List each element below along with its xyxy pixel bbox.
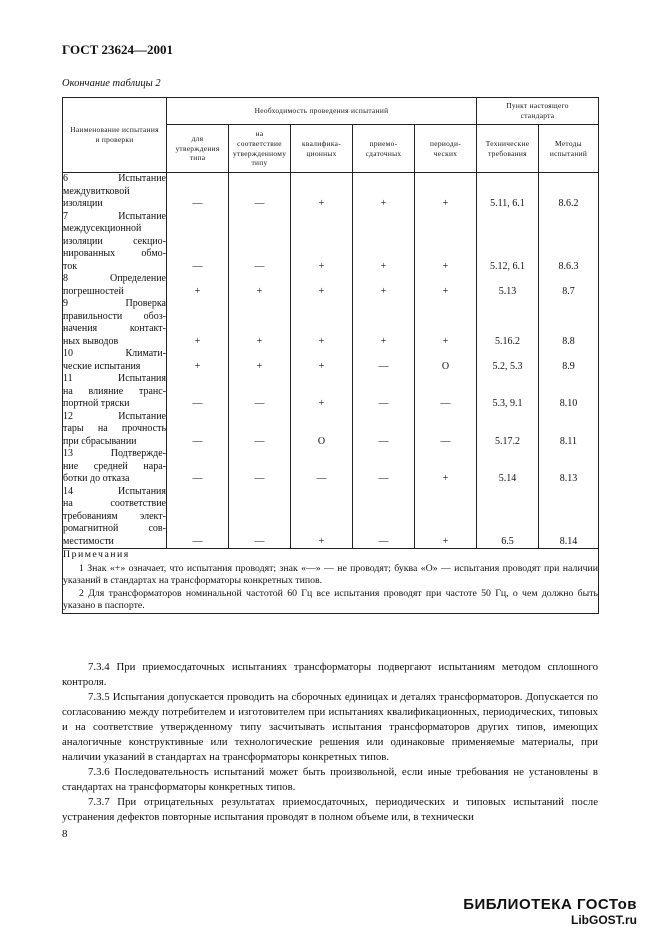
page-number: 8 <box>62 828 68 840</box>
test-name-line: междусекционной <box>63 223 142 234</box>
test-name-line: ток <box>63 260 78 272</box>
cell-qualification: + <box>291 173 353 211</box>
notes-title: Примечания <box>63 549 130 560</box>
cell-acceptance: — <box>353 373 415 411</box>
test-name-line: 7 Испытание <box>63 210 166 222</box>
test-name-line: на соответствие <box>63 498 166 509</box>
note-item: 2 Для трансформаторов номинальной частотой 60 Гц все испытания проводят при частоте 50 Гц, о чем должно быть указано в паспорте. <box>63 587 598 612</box>
table-row <box>63 173 599 211</box>
cell-approval: + <box>167 273 229 298</box>
test-name-line: 8 Определение <box>63 273 166 284</box>
table-row <box>63 298 599 348</box>
test-name-line: 9 Проверка <box>63 298 166 309</box>
body-paragraph: 7.3.6 Последовательность испытаний может быть произвольной, если иные требования не установлены в стандартах на трансформаторы конкретных типов. <box>62 766 598 793</box>
cell-tech-req: 5.2, 5.3 <box>477 348 539 373</box>
cell-acceptance: + <box>353 173 415 211</box>
cell-approval: + <box>167 298 229 348</box>
cell-acceptance: — <box>353 448 415 486</box>
cell-periodic: — <box>415 411 477 449</box>
cell-qualification: О <box>291 411 353 449</box>
test-name <box>63 486 167 549</box>
cell-periodic: + <box>415 486 477 549</box>
cell-qualification: — <box>291 448 353 486</box>
watermark-line2: LibGOST.ru <box>571 913 637 927</box>
body-text <box>62 660 598 825</box>
cell-conformity: — <box>229 373 291 411</box>
cell-conformity: + <box>229 348 291 373</box>
test-name-line: правильности обоз- <box>63 310 166 322</box>
test-name-line: при сбрасывании <box>63 435 137 447</box>
body-paragraph: 7.3.5 Испытания допускается проводить на сборочных единицах и деталях трансформаторов. Допускается по согласованию между потребителем и изготовителем при испытаниях квалификационных, периодических, типовых и на соответствие утвержденному типу засчитывать испытания трансформаторов других типов, имеющих аналогичные конструктивные или технологические решения или одинаковые применяемые материалы, при наличии указаний в стандартах на трансформаторы конкретных типов. <box>62 691 598 763</box>
cell-acceptance: — <box>353 348 415 373</box>
cell-test-methods: 8.8 <box>539 298 599 348</box>
cell-qualification: + <box>291 373 353 411</box>
cell-acceptance: — <box>353 411 415 449</box>
cell-tech-req: 5.13 <box>477 273 539 298</box>
test-name <box>63 373 167 411</box>
header-approval: для утверждения типа <box>167 125 229 173</box>
test-name <box>63 211 167 274</box>
cell-conformity: — <box>229 448 291 486</box>
cell-periodic: + <box>415 298 477 348</box>
cell-acceptance: + <box>353 273 415 298</box>
cell-qualification: + <box>291 298 353 348</box>
table-row <box>63 211 599 274</box>
cell-acceptance: + <box>353 298 415 348</box>
header-name: Наименование испытания и проверки <box>63 98 167 173</box>
watermark-line1: БИБЛИОТЕКА ГОСТов <box>463 896 637 913</box>
document-header: ГОСТ 23624—2001 <box>62 42 174 57</box>
test-name-line: 14 Испытания <box>63 485 166 497</box>
cell-qualification: + <box>291 348 353 373</box>
cell-qualification: + <box>291 273 353 298</box>
test-name-line: ных выводов <box>63 335 119 347</box>
table-caption: Окончание таблицы 2 <box>62 78 161 89</box>
test-name-line: изоляции секцио- <box>63 235 166 247</box>
test-name-line: тары на прочность <box>63 423 166 434</box>
test-name-line: ческие испытания <box>63 360 141 372</box>
table-row <box>63 448 599 486</box>
test-name <box>63 348 167 373</box>
cell-tech-req: 5.16.2 <box>477 298 539 348</box>
header-tech-req: Технические требования <box>477 125 539 173</box>
test-name <box>63 173 167 211</box>
test-name <box>63 273 167 298</box>
test-name-line: ромагнитной сов- <box>63 523 166 534</box>
header-periodic: периоди-ческих <box>415 125 477 173</box>
table-row <box>63 411 599 449</box>
cell-periodic: + <box>415 211 477 274</box>
cell-test-methods: 8.6.2 <box>539 173 599 211</box>
cell-approval: — <box>167 211 229 274</box>
test-name-line: ботки до отказа <box>63 473 130 484</box>
test-name-line: погрешностей <box>63 285 124 297</box>
body-paragraph: 7.3.7 При отрицательных результатах приемосдаточных, периодических и типовых испытаний после устранения дефектов повторные испытания проводят в полном объеме или, в технически <box>62 796 598 823</box>
cell-qualification: + <box>291 486 353 549</box>
cell-test-methods: 8.6.3 <box>539 211 599 274</box>
cell-periodic: + <box>415 173 477 211</box>
cell-periodic: — <box>415 373 477 411</box>
cell-tech-req: 6.5 <box>477 486 539 549</box>
test-name-line: изоляции <box>63 198 103 209</box>
cell-conformity: + <box>229 273 291 298</box>
test-name-line: требованиям элект- <box>63 510 166 522</box>
header-acceptance: приемо-сдаточных <box>353 125 415 173</box>
cell-test-methods: 8.11 <box>539 411 599 449</box>
test-name-line: 13 Подтвержде- <box>63 448 166 459</box>
cell-conformity: + <box>229 298 291 348</box>
table-row <box>63 373 599 411</box>
header-conformity: на соответствие утвержденному типу <box>229 125 291 173</box>
cell-test-methods: 8.13 <box>539 448 599 486</box>
test-name <box>63 411 167 449</box>
cell-conformity: — <box>229 486 291 549</box>
table-row <box>63 348 599 373</box>
cell-tech-req: 5.14 <box>477 448 539 486</box>
header-clause-group: Пункт настоящего стандарта <box>477 98 599 125</box>
test-name-line: 6 Испытание <box>63 173 166 184</box>
cell-acceptance: — <box>353 486 415 549</box>
test-name-line: портной тряски <box>63 398 130 409</box>
cell-conformity: — <box>229 211 291 274</box>
table-row <box>63 486 599 549</box>
test-name-line: 10 Климати- <box>63 348 166 359</box>
note-item: 1 Знак «+» означает, что испытания проводят; знак «—» — не проводят; буква «О» — испытания проводят при наличии указаний в стандартах на трансформаторы конкретных типов. <box>63 562 598 587</box>
cell-tech-req: 5.17.2 <box>477 411 539 449</box>
test-name-line: местимости <box>63 535 114 547</box>
table-row <box>63 273 599 298</box>
cell-acceptance: + <box>353 211 415 274</box>
cell-test-methods: 8.7 <box>539 273 599 298</box>
cell-periodic: + <box>415 273 477 298</box>
cell-periodic: + <box>415 448 477 486</box>
test-name <box>63 298 167 348</box>
test-name-line: на влияние транс- <box>63 385 166 397</box>
test-name-line: междувитковой <box>63 185 130 197</box>
notes <box>63 549 599 614</box>
cell-approval: — <box>167 448 229 486</box>
header-test-methods: Методы испытаний <box>539 125 599 173</box>
cell-qualification: + <box>291 211 353 274</box>
cell-conformity: — <box>229 173 291 211</box>
cell-periodic: О <box>415 348 477 373</box>
cell-approval: — <box>167 173 229 211</box>
cell-tech-req: 5.3, 9.1 <box>477 373 539 411</box>
body-paragraph: 7.3.4 При приемосдаточных испытаниях трансформаторы подвергают испытаниям методом сплошного контроля. <box>62 661 598 688</box>
cell-approval: — <box>167 411 229 449</box>
test-name-line: 12 Испытание <box>63 410 166 422</box>
cell-test-methods: 8.14 <box>539 486 599 549</box>
test-name-line: ние средней нара- <box>63 460 166 472</box>
test-name <box>63 448 167 486</box>
test-name-line: 11 Испытания <box>63 373 166 384</box>
header-qualification: квалифика-ционных <box>291 125 353 173</box>
cell-test-methods: 8.9 <box>539 348 599 373</box>
watermark-logo <box>463 896 637 927</box>
cell-test-methods: 8.10 <box>539 373 599 411</box>
tests-table <box>62 97 599 614</box>
cell-approval: — <box>167 486 229 549</box>
cell-approval: — <box>167 373 229 411</box>
cell-approval: + <box>167 348 229 373</box>
cell-tech-req: 5.12, 6.1 <box>477 211 539 274</box>
cell-conformity: — <box>229 411 291 449</box>
cell-tech-req: 5.11, 6.1 <box>477 173 539 211</box>
test-name-line: нированных обмо- <box>63 248 166 259</box>
test-name-line: начения контакт- <box>63 323 166 334</box>
header-necessity-group: Необходимость проведения испытаний <box>167 98 477 125</box>
